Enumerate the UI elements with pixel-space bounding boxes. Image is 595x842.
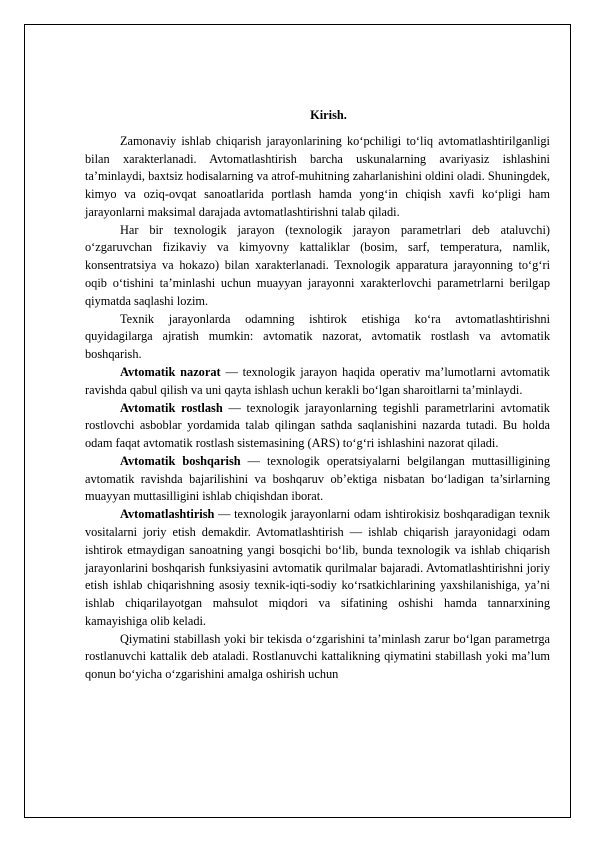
paragraph-regulated-quantity <box>85 631 550 684</box>
paragraph-text: Texnik jarayonlarda odamning ishtirok etishiga ko‘ra avtomatlashtirishni quyidagilarga ajratish mumkin: avtomatik nazorat, avtomatik rostlash va avtomatik boshqarish. <box>85 311 550 362</box>
paragraph-automatic-control <box>85 364 550 400</box>
term-avtomatlashtirish: Avtomatlashtirish <box>120 507 215 522</box>
page-title: Kirish. <box>310 108 347 122</box>
paragraph-automation <box>85 506 550 630</box>
paragraph-text: — texnologik jarayonlarning tegishli parametrlarini avtomatik rostlovchi asboblar yordamida talab qilingan sathda saqlanishini nazarda tutadi. Bu holda odam faqat avtomatik rostlash sistemasining (ARS) to‘g‘ri ishlashini nazorat qiladi. <box>85 400 550 451</box>
paragraph-classification <box>85 311 550 364</box>
paragraph-intro <box>85 133 550 222</box>
document-body <box>85 107 550 684</box>
paragraph-text: — texnologik operatsiyalarni belgilangan muttasilligining avtomatik ravishda bajarilishini va boshqaruv ob’ektiga nisbatan bo‘ladigan ta’sirlarning muayyan muttasilligini ishlab chiqishdan iborat. <box>85 453 550 504</box>
term-avtomatik-boshqarish: Avtomatik boshqarish <box>120 453 241 468</box>
paragraph-text: — texnologik jarayonlarni odam ishtirokisiz boshqaradigan texnik vositalarni joriy etish demakdir. Avtomatlashtirish — ishlab chiqarish jarayonidagi odam ishtirok etmaydigan sanoatning yangi bosqichi bo‘lib, bunda texnologik va ishlab chiqarish jarayonlarini boshqarish funksiyasini avtomatik qurilmalar bajaradi. Avtomatlashtirishni joriy etish ishlab chiqarishning asosiy texnik-iqti-sodiy ko‘rsatkichlarining yaxshilanishiga, ya’ni ishlab chiqarilayotgan mahsulot miqdori va sifatining oshishi hamda tannarxining kamayishiga olib keladi. <box>85 507 550 628</box>
paragraph-automatic-management <box>85 453 550 506</box>
paragraph-text: Qiymatini stabillash yoki bir tekisda o‘zgarishini ta’minlash zarur bo‘lgan parametrga rostlanuvchi kattalik deb ataladi. Rostlanuvchi kattalikning qiymatini stabillash yoki ma’lum qonun bo‘yicha o‘zgarishini amalga oshirish uchun <box>85 631 550 682</box>
paragraph-text: Zamonaviy ishlab chiqarish jarayonlarining ko‘pchiligi to‘liq avtomatlashtirilganligi bilan xarakterlanadi. Avtomatlashtirish barcha uskunalarning avariyasiz ishlashini ta’minlaydi, baxtsiz hodisalarning va atrof-muhitning zaharlanishini oldini oladi. Shuningdek, kimyo va oziq-ovqat sanoatlarida portlash hamda yong‘in chiqish xavfi ko‘pligi ham jarayonlarni maksimal darajada avtomatlashtirishni talab qiladi. <box>85 133 550 219</box>
term-avtomatik-rostlash: Avtomatik rostlash <box>120 400 223 415</box>
paragraph-automatic-regulation <box>85 400 550 453</box>
paragraph-text: Har bir texnologik jarayon (texnologik jarayon parametrlari deb ataluvchi) o‘zgaruvchan fizikaviy va kimyovny kattaliklar (bosim, sarf, temperatura, namlik, konsentratsiya va hokazo) bilan xarakterlanadi. Texnologik apparatura jarayonning to‘g‘ri oqib o‘tishini ta’minlashi uchun muayyan jarayonni xarakterlovchi parametrlarni berilgap qiymatda saqlashi lozim. <box>85 222 550 308</box>
term-avtomatik-nazorat: Avtomatik nazorat <box>120 364 221 379</box>
paragraph-text: — texnologik jarayon haqida operativ ma’lumotlarni avtomatik ravishda qabul qilish va uni qayta ishlash uchun kerakli bo‘lgan sharoitlarni ta’minlaydi. <box>85 364 550 397</box>
paragraph-parameters <box>85 222 550 311</box>
